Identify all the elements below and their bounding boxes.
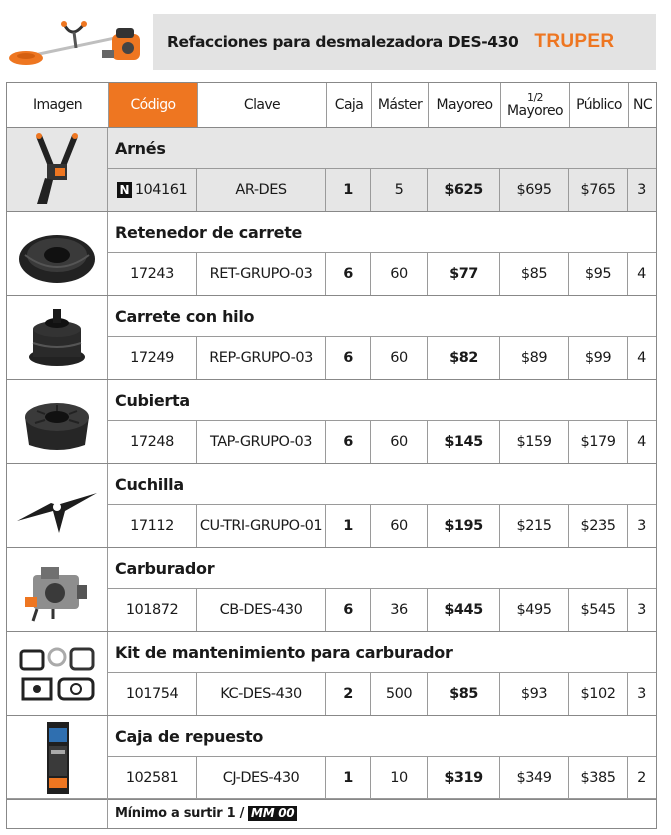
cell-codigo: 17243 xyxy=(130,266,174,282)
cell-master: 60 xyxy=(390,518,408,534)
new-badge: N xyxy=(117,182,132,198)
cell-caja: 2 xyxy=(343,686,353,702)
cell-caja: 6 xyxy=(343,266,353,282)
col-header-mayoreo: Mayoreo xyxy=(436,97,493,113)
carburetor-icon xyxy=(6,548,108,632)
part-data-row xyxy=(108,168,657,211)
cell-caja: 6 xyxy=(343,350,353,366)
brand-logo: TRUPER xyxy=(534,31,615,52)
cell-nc: 4 xyxy=(637,266,646,282)
cell-mayoreo: $195 xyxy=(444,518,483,534)
cell-publico: $179 xyxy=(580,434,616,450)
cell-master: 36 xyxy=(390,602,408,618)
cell-clave: RET-GRUPO-03 xyxy=(209,266,313,282)
cell-nc: 4 xyxy=(637,350,646,366)
cell-publico: $99 xyxy=(584,350,612,366)
title-bar xyxy=(153,14,656,70)
replacement-box-icon xyxy=(6,716,108,800)
cell-master: 60 xyxy=(390,350,408,366)
cell-caja: 6 xyxy=(343,602,353,618)
table-header-row xyxy=(6,82,657,128)
cell-publico: $95 xyxy=(584,266,612,282)
table-row xyxy=(6,296,657,380)
cell-master: 10 xyxy=(390,770,408,786)
cell-mayoreo: $77 xyxy=(449,266,478,282)
table-row xyxy=(6,632,657,716)
cell-nc: 4 xyxy=(637,434,646,450)
col-header-master: Máster xyxy=(377,97,423,113)
part-name: Retenedor de carrete xyxy=(115,222,303,242)
cell-clave: CB-DES-430 xyxy=(219,602,303,618)
gasket-kit-icon xyxy=(6,632,108,716)
cell-medio: $695 xyxy=(516,182,552,198)
table-row xyxy=(6,128,657,212)
cell-nc: 3 xyxy=(637,686,646,702)
cell-mayoreo: $82 xyxy=(449,350,478,366)
part-name: Carrete con hilo xyxy=(115,306,255,326)
col-header-publico: Público xyxy=(576,97,622,113)
cell-medio: $159 xyxy=(516,434,552,450)
cell-mayoreo: $319 xyxy=(444,770,483,786)
cell-nc: 3 xyxy=(637,602,646,618)
medio-label-top: 1/2 xyxy=(527,91,543,104)
cell-publico: $545 xyxy=(580,602,616,618)
table-row xyxy=(6,716,657,800)
cell-medio: $495 xyxy=(516,602,552,618)
cell-mayoreo: $85 xyxy=(449,686,478,702)
page-title: Refacciones para desmalezadora DES-430 xyxy=(167,33,519,51)
table-row xyxy=(6,464,657,548)
part-data-row xyxy=(108,504,657,547)
blade-icon xyxy=(6,464,108,548)
cell-medio: $349 xyxy=(516,770,552,786)
cell-medio: $89 xyxy=(520,350,548,366)
cell-codigo: 101872 xyxy=(125,602,179,618)
cell-master: 60 xyxy=(390,266,408,282)
col-header-caja: Caja xyxy=(334,97,364,113)
harness-icon xyxy=(6,128,108,212)
cell-caja: 1 xyxy=(343,182,353,198)
cell-publico: $235 xyxy=(580,518,616,534)
cell-nc: 3 xyxy=(637,182,646,198)
cell-codigo: 17249 xyxy=(130,350,174,366)
part-name: Cubierta xyxy=(115,390,190,410)
spool-retainer-icon xyxy=(6,212,108,296)
cell-clave: AR-DES xyxy=(235,182,287,198)
part-data-row xyxy=(108,420,657,463)
cell-master: 500 xyxy=(385,686,413,702)
mm-badge: MM 00 xyxy=(248,806,297,821)
part-data-row xyxy=(108,672,657,715)
cell-clave: TAP-GRUPO-03 xyxy=(209,434,312,450)
cell-medio: $85 xyxy=(520,266,548,282)
cell-medio: $215 xyxy=(516,518,552,534)
cell-caja: 6 xyxy=(343,434,353,450)
table-row xyxy=(6,380,657,464)
part-data-row xyxy=(108,756,657,799)
line-spool-icon xyxy=(6,296,108,380)
cell-codigo: 102581 xyxy=(125,770,179,786)
cell-caja: 1 xyxy=(343,518,353,534)
part-data-row xyxy=(108,588,657,631)
part-data-row xyxy=(108,252,657,295)
cell-codigo: N 104161 xyxy=(108,169,196,211)
col-header-nc: NC xyxy=(632,97,653,113)
cell-clave: CJ-DES-430 xyxy=(222,770,300,786)
part-name: Kit de mantenimiento para carburador xyxy=(115,642,453,662)
cell-codigo: 101754 xyxy=(125,686,179,702)
cell-master: 60 xyxy=(390,434,408,450)
table-row xyxy=(6,212,657,296)
cell-codigo: 17248 xyxy=(130,434,174,450)
cell-publico: $765 xyxy=(580,182,616,198)
part-name: Arnés xyxy=(115,138,166,158)
footer-text: Mínimo a surtir 1 / xyxy=(115,805,245,821)
page-header xyxy=(0,0,671,80)
footer-row xyxy=(6,798,657,828)
table-row xyxy=(6,548,657,632)
cell-medio: $93 xyxy=(520,686,548,702)
cell-publico: $385 xyxy=(580,770,616,786)
col-header-codigo: Código xyxy=(109,83,197,127)
cell-clave: CU-TRI-GRUPO-01 xyxy=(199,518,323,534)
cell-nc: 3 xyxy=(637,518,646,534)
cell-clave: KC-DES-430 xyxy=(220,686,302,702)
cell-nc: 2 xyxy=(637,770,646,786)
cell-clave: REP-GRUPO-03 xyxy=(209,350,313,366)
cell-mayoreo: $145 xyxy=(444,434,483,450)
footer-note xyxy=(108,798,297,828)
cell-master: 5 xyxy=(394,182,404,198)
medio-label-bottom: Mayoreo xyxy=(507,103,563,119)
cell-mayoreo: $445 xyxy=(444,602,483,618)
col-header-imagen: Imagen xyxy=(32,97,83,113)
part-name: Caja de repuesto xyxy=(115,726,264,746)
cell-mayoreo: $625 xyxy=(444,182,483,198)
part-name: Cuchilla xyxy=(115,474,184,494)
col-header-medio-mayoreo xyxy=(501,83,569,127)
cell-caja: 1 xyxy=(343,770,353,786)
brush-cutter-icon xyxy=(6,12,144,70)
cover-icon xyxy=(6,380,108,464)
cell-publico: $102 xyxy=(580,686,616,702)
part-data-row xyxy=(108,336,657,379)
part-name: Carburador xyxy=(115,558,215,578)
col-header-clave: Clave xyxy=(243,97,281,113)
cell-codigo: 17112 xyxy=(130,518,174,534)
